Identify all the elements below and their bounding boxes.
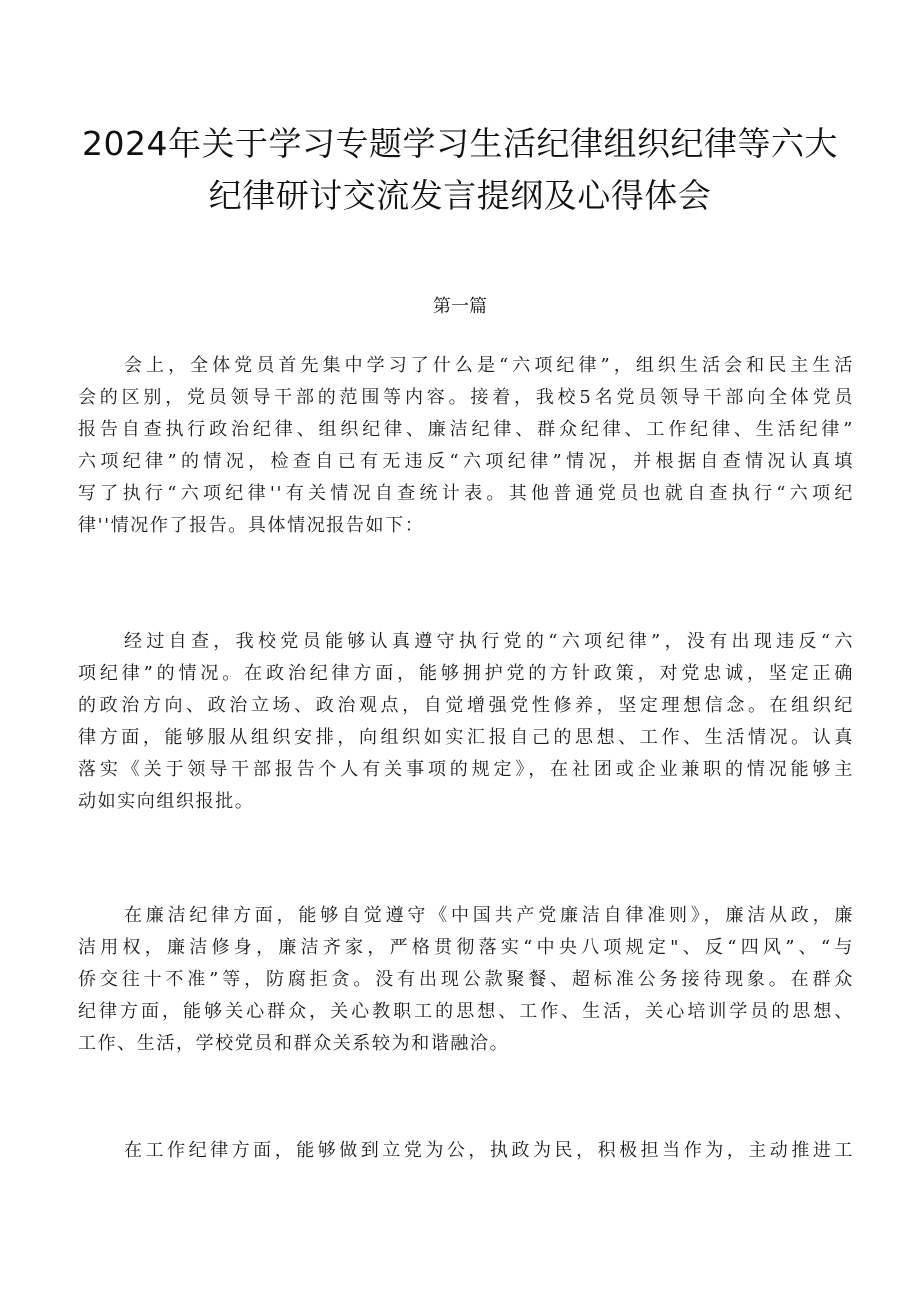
paragraph-line: 洁用权，廉洁修身，廉洁齐家，严格贯彻落实“中央八项规定"、反“四风”、“与 [78, 937, 854, 958]
paragraph-line: 写了执行“六项纪律''有关情况自查统计表。其他普通党员也就自查执行“六项纪 [78, 483, 854, 504]
document-title [60, 118, 860, 222]
paragraph-line: 律方面，能够服从组织安排，向组织如实汇报自己的思想、工作、生活情况。认真 [78, 727, 854, 748]
paragraph-line: 工作、生活，学校党员和群众关系较为和谐融洽。 [78, 1033, 510, 1054]
document-title-line-1: 2024年关于学习专题学习生活纪律组织纪律等六大 [82, 124, 838, 163]
paragraph-line: 会上，全体党员首先集中学习了什么是“六项纪律”，组织生活会和民主生活 [124, 355, 854, 376]
paragraph-line: 项纪律”的情况。在政治纪律方面，能够拥护党的方针政策，对党忠诚，坚定正确 [78, 663, 854, 684]
paragraph-1 [78, 350, 854, 542]
paragraph-line: 侨交往十不准”等，防腐拒贪。没有出现公款聚餐、超标准公务接待现象。在群众 [78, 969, 854, 990]
paragraph-line: 报告自查执行政治纪律、组织纪律、廉洁纪律、群众纪律、工作纪律、生活纪律” [78, 419, 854, 440]
paragraph-line: 会的区别，党员领导干部的范围等内容。接着，我校5名党员领导干部向全体党员 [78, 387, 854, 408]
paragraph-line: 在工作纪律方面，能够做到立党为公，执政为民，积极担当作为，主动推进工 [124, 1140, 854, 1161]
paragraph-line: 在廉洁纪律方面，能够自觉遵守《中国共产党廉洁自律准则》，廉洁从政，廉 [124, 905, 854, 926]
section-heading: 第一篇 [433, 296, 487, 317]
paragraph-2 [78, 626, 854, 818]
paragraph-line: 的政治方向、政治立场、政治观点，自觉增强党性修养，坚定理想信念。在组织纪 [78, 695, 854, 716]
paragraph-line: 经过自查，我校党员能够认真遵守执行党的“六项纪律”，没有出现违反“六 [124, 631, 854, 652]
paragraph-3 [78, 900, 854, 1060]
document-title-line-2: 纪律研讨交流发言提纲及心得体会 [208, 176, 712, 215]
paragraph-line: 律''情况作了报告。具体情况报告如下： [78, 515, 425, 536]
paragraph-4 [78, 1135, 854, 1167]
paragraph-line: 落实《关于领导干部报告个人有关事项的规定》，在社团或企业兼职的情况能够主 [78, 759, 854, 780]
paragraph-line: 六项纪律”的情况，检查自已有无违反“六项纪律”情况，并根据自查情况认真填 [78, 451, 854, 472]
paragraph-line: 纪律方面，能够关心群众，关心教职工的思想、工作、生活，关心培训学员的思想、 [78, 1001, 854, 1022]
paragraph-line: 动如实向组织报批。 [78, 791, 255, 812]
